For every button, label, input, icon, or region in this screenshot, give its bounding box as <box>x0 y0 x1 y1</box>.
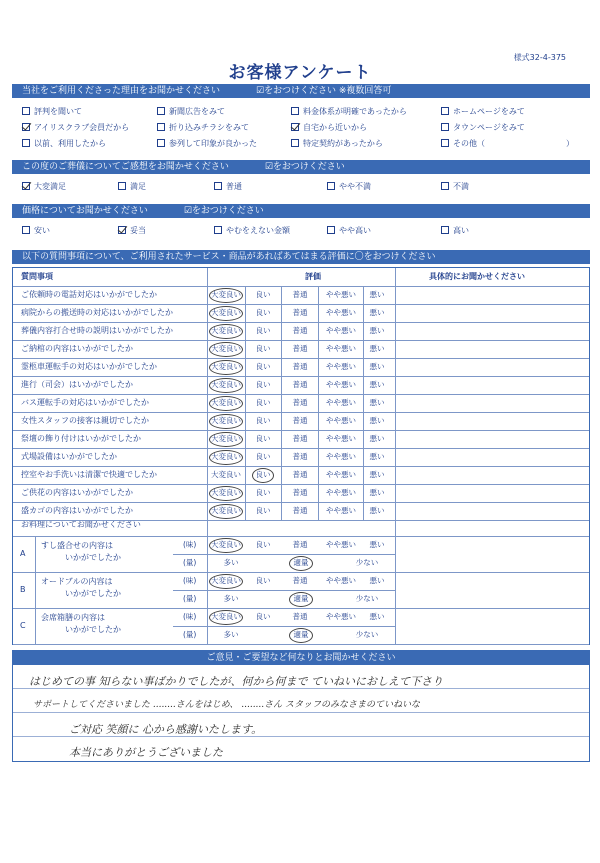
section3-header <box>12 204 590 218</box>
checkbox[interactable] <box>291 139 299 147</box>
handwritten-comment-line: 本当にありがとうございました <box>69 746 223 759</box>
selected-amount-circle <box>289 556 313 571</box>
handwritten-comment-line: サポートしてくださいました ........さんをはじめ、 ........さん スタッフのみなさまのていねいな <box>33 700 420 710</box>
amount-option[interactable]: 多い <box>223 630 239 639</box>
option-label: アイリスクラブ会員だから <box>34 123 130 132</box>
rating-option[interactable]: 大変良い <box>211 326 241 335</box>
section4-header <box>12 250 590 264</box>
rating-option[interactable]: 普通 <box>292 416 308 425</box>
taste-rating-option[interactable]: やや悪い <box>326 576 356 585</box>
rating-option[interactable]: 普通 <box>292 470 308 479</box>
rating-option[interactable]: 良い <box>255 506 271 515</box>
selected-amount-circle <box>289 592 313 607</box>
taste-rating-option[interactable]: 普通 <box>292 540 308 549</box>
checkbox[interactable] <box>22 139 30 147</box>
rating-option[interactable]: 悪い <box>369 488 385 497</box>
food-question-line1: 会席箱膳の内容は <box>41 613 105 622</box>
section1-header <box>12 84 590 98</box>
food-section-title: お料理についてお聞かせください <box>21 520 141 529</box>
option-label: 自宅から近いから <box>303 123 367 132</box>
taste-rating-option[interactable]: 良い <box>255 540 271 549</box>
option-2[interactable] <box>291 106 407 117</box>
taste-rating-option[interactable]: 良い <box>255 612 271 621</box>
rating-option[interactable]: 大変良い <box>211 452 241 461</box>
comments-box <box>12 650 590 762</box>
section4-title: 以下の質問事項について、ご利用されたサービス・商品があればあてはまる評価に〇をおつけください <box>22 252 436 262</box>
rating-option[interactable]: 良い <box>255 398 271 407</box>
rating-option[interactable]: やや悪い <box>326 344 356 353</box>
comment-rule <box>13 712 589 713</box>
checkbox[interactable] <box>441 226 449 234</box>
selected-rating-circle <box>209 396 243 411</box>
rating-option[interactable]: やや悪い <box>326 308 356 317</box>
handwritten-comment-line: ご対応 笑顔に 心から感謝いたします。 <box>69 723 263 736</box>
rating-option[interactable]: 良い <box>255 380 271 389</box>
amount-option[interactable]: 少ない <box>355 630 379 639</box>
section2-instruction: ☑をおつけください <box>264 162 345 172</box>
question-text: バス運転手の対応はいかがでしたか <box>21 398 149 407</box>
option-label: 料金体系が明確であったから <box>303 107 407 116</box>
rating-option[interactable]: 悪い <box>369 290 385 299</box>
rating-option[interactable]: 普通 <box>292 380 308 389</box>
section1-instruction: ☑をおつけください ※複数回答可 <box>256 86 392 96</box>
option-label: やむをえない金額 <box>226 226 290 235</box>
amount-option[interactable]: 適量 <box>293 594 309 603</box>
question-text: ご依頼時の電話対応はいかがでしたか <box>21 290 157 299</box>
table-row-border <box>13 520 589 521</box>
selected-taste-circle <box>209 610 243 625</box>
taste-label: (味) <box>183 540 197 549</box>
option-4[interactable] <box>441 225 469 236</box>
option-11[interactable] <box>441 138 485 149</box>
option-label: 以前、利用したから <box>34 139 106 148</box>
selected-rating-circle <box>209 486 243 501</box>
section5-title: ご意見・ご要望など何なりとお聞かせください <box>206 653 396 663</box>
column-border <box>35 608 36 644</box>
rating-option[interactable]: 良い <box>255 488 271 497</box>
option-7[interactable] <box>441 122 525 133</box>
selected-rating-circle <box>209 504 243 519</box>
rating-option[interactable]: 悪い <box>369 470 385 479</box>
checkbox[interactable] <box>441 123 449 131</box>
column-border <box>35 536 36 572</box>
selected-rating-circle <box>209 324 243 339</box>
handwritten-comment-line: はじめての事 知らない事ばかりでしたが、何から何まで ていねいにおしえて下さり <box>29 675 443 688</box>
option-label: 大変満足 <box>34 182 66 191</box>
option-label: 安い <box>34 226 50 235</box>
checkbox[interactable] <box>214 182 222 190</box>
option-2[interactable] <box>214 225 290 236</box>
food-question-line2: いかがでしたか <box>65 625 121 634</box>
rating-option[interactable]: 大変良い <box>211 506 241 515</box>
rating-option[interactable]: 良い <box>255 470 271 479</box>
option-8[interactable] <box>22 138 106 149</box>
rating-option[interactable]: やや悪い <box>326 470 356 479</box>
option-4[interactable] <box>22 122 129 133</box>
rating-option[interactable]: やや悪い <box>326 290 356 299</box>
option-1[interactable] <box>118 181 146 192</box>
question-text: ご供花の内容はいかがでしたか <box>21 488 133 497</box>
selected-taste-circle <box>209 574 243 589</box>
page-title: お客様アンケート <box>228 63 372 83</box>
checkbox[interactable] <box>327 182 335 190</box>
question-text: 霊柩車運転手の対応はいかがでしたか <box>21 362 157 371</box>
option-label: 新聞広告をみて <box>169 107 225 116</box>
taste-rating-option[interactable]: 大変良い <box>211 612 241 621</box>
rating-option[interactable]: 悪い <box>369 308 385 317</box>
amount-option[interactable]: 適量 <box>293 630 309 639</box>
option-1[interactable] <box>118 225 146 236</box>
rating-option[interactable]: 良い <box>255 290 271 299</box>
rating-option[interactable]: 大変良い <box>211 488 241 497</box>
option-label: 普通 <box>226 182 242 191</box>
food-letter: A <box>20 549 26 558</box>
question-text: 式場設備はいかがでしたか <box>21 452 117 461</box>
taste-label: (味) <box>183 612 197 621</box>
column-border <box>35 572 36 608</box>
taste-rating-option[interactable]: 大変良い <box>211 576 241 585</box>
option-6[interactable] <box>291 122 367 133</box>
rating-option[interactable]: やや悪い <box>326 362 356 371</box>
amount-option[interactable]: 多い <box>223 594 239 603</box>
option-3[interactable] <box>327 225 371 236</box>
rating-option[interactable]: 良い <box>255 362 271 371</box>
amount-label: (量) <box>183 558 197 567</box>
checkbox[interactable] <box>22 107 30 115</box>
amount-option[interactable]: 少ない <box>355 594 379 603</box>
rating-option[interactable]: 普通 <box>292 290 308 299</box>
taste-rating-option[interactable]: 良い <box>255 576 271 585</box>
option-label: 折り込みチラシをみて <box>169 123 249 132</box>
checkbox[interactable] <box>157 123 165 131</box>
food-letter: C <box>20 621 26 630</box>
checkbox[interactable] <box>441 182 449 190</box>
checkbox[interactable] <box>157 107 165 115</box>
rating-option[interactable]: 悪い <box>369 362 385 371</box>
taste-rating-option[interactable]: 悪い <box>369 612 385 621</box>
rating-option[interactable]: 良い <box>255 434 271 443</box>
evaluation-table <box>12 267 590 645</box>
rating-option[interactable]: 普通 <box>292 362 308 371</box>
rating-option[interactable]: 普通 <box>292 506 308 515</box>
rating-option[interactable]: 普通 <box>292 434 308 443</box>
rating-option[interactable]: 大変良い <box>211 308 241 317</box>
checkbox[interactable] <box>291 123 299 131</box>
section3-instruction: ☑をおつけください <box>183 206 264 216</box>
rating-option[interactable]: 大変良い <box>211 344 241 353</box>
rating-option[interactable]: 大変良い <box>211 290 241 299</box>
section3-title: 価格についてお聞かせください <box>22 206 148 216</box>
rating-option[interactable]: 悪い <box>369 452 385 461</box>
amount-option[interactable]: 少ない <box>355 558 379 567</box>
selected-rating-circle <box>209 450 243 465</box>
rating-option[interactable]: 大変良い <box>211 398 241 407</box>
option-label: やや不満 <box>339 182 371 191</box>
option-label: 評判を聞いて <box>34 107 82 116</box>
rating-option[interactable]: 大変良い <box>211 380 241 389</box>
rating-option[interactable]: やや悪い <box>326 380 356 389</box>
rating-option[interactable]: やや悪い <box>326 398 356 407</box>
rating-option[interactable]: 良い <box>255 452 271 461</box>
option-0[interactable] <box>22 225 50 236</box>
option-0[interactable] <box>22 181 66 192</box>
question-text: 盛カゴの内容はいかがでしたか <box>21 506 133 515</box>
rating-option[interactable]: 普通 <box>292 308 308 317</box>
section2-title: この度のご葬儀についてご感想をお聞かせください <box>22 162 229 172</box>
food-question-line2: いかがでしたか <box>65 589 121 598</box>
option-label: タウンページをみて <box>453 123 525 132</box>
rating-option[interactable]: 悪い <box>369 434 385 443</box>
checkbox[interactable] <box>327 226 335 234</box>
option-10[interactable] <box>291 138 383 149</box>
food-question-line1: すし盛合せの内容は <box>41 541 113 550</box>
taste-rating-option[interactable]: やや悪い <box>326 612 356 621</box>
option-label: ホームページをみて <box>453 107 525 116</box>
taste-rating-option[interactable]: 普通 <box>292 576 308 585</box>
selected-amount-circle <box>289 628 313 643</box>
taste-rating-option[interactable]: 普通 <box>292 612 308 621</box>
rating-option[interactable]: 悪い <box>369 416 385 425</box>
option-label: やや高い <box>339 226 371 235</box>
question-text: 葬儀内容打合せ時の説明はいかがでしたか <box>21 326 173 335</box>
selected-rating-circle <box>209 306 243 321</box>
amount-label: (量) <box>183 630 197 639</box>
option-label: 参列して印象が良かった <box>169 139 257 148</box>
selected-rating-circle <box>209 342 243 357</box>
amount-label: (量) <box>183 594 197 603</box>
selected-rating-circle <box>209 288 243 303</box>
option-label: その他（ <box>453 139 485 148</box>
section2-header <box>12 160 590 174</box>
col-details-header: 具体的にお聞かせください <box>429 272 525 281</box>
rating-option[interactable]: 良い <box>255 308 271 317</box>
food-question-line2: いかがでしたか <box>65 553 121 562</box>
rating-option[interactable]: 普通 <box>292 488 308 497</box>
taste-rating-option[interactable]: 悪い <box>369 540 385 549</box>
rating-option[interactable]: やや悪い <box>326 506 356 515</box>
question-text: 病院からの搬送時の対応はいかがでしたか <box>21 308 173 317</box>
rating-option[interactable]: 大変良い <box>211 470 241 479</box>
checkbox[interactable] <box>157 139 165 147</box>
checkbox[interactable] <box>118 226 126 234</box>
question-text: 進行（司会）はいかがでしたか <box>21 380 133 389</box>
option-4[interactable] <box>441 181 469 192</box>
rating-option[interactable]: 悪い <box>369 398 385 407</box>
rating-option[interactable]: 普通 <box>292 326 308 335</box>
taste-rating-option[interactable]: 大変良い <box>211 540 241 549</box>
rating-option[interactable]: 悪い <box>369 506 385 515</box>
selected-taste-circle <box>209 538 243 553</box>
other-close-paren: ） <box>566 139 574 148</box>
section5-header <box>13 651 589 665</box>
selected-rating-circle <box>209 414 243 429</box>
rating-option[interactable]: 悪い <box>369 344 385 353</box>
rating-option[interactable]: やや悪い <box>326 434 356 443</box>
question-text: 女性スタッフの接客は親切でしたか <box>21 416 149 425</box>
checkbox[interactable] <box>214 226 222 234</box>
rating-option[interactable]: 悪い <box>369 326 385 335</box>
option-9[interactable] <box>157 138 257 149</box>
rating-option[interactable]: やや悪い <box>326 452 356 461</box>
food-letter: B <box>20 585 26 594</box>
option-label: 高い <box>453 226 469 235</box>
rating-option[interactable]: 大変良い <box>211 416 241 425</box>
rating-option[interactable]: 良い <box>255 344 271 353</box>
option-2[interactable] <box>214 181 242 192</box>
rating-option[interactable]: 大変良い <box>211 434 241 443</box>
checkbox[interactable] <box>118 182 126 190</box>
rating-option[interactable]: やや悪い <box>326 326 356 335</box>
food-question-line1: オードブルの内容は <box>41 577 113 586</box>
option-5[interactable] <box>157 122 249 133</box>
section1-title: 当社をご利用くださった理由をお聞かせください <box>22 86 221 96</box>
option-label: 満足 <box>130 182 146 191</box>
checkbox[interactable] <box>22 226 30 234</box>
option-3[interactable] <box>327 181 371 192</box>
selected-rating-circle <box>209 432 243 447</box>
form-number: 様式32-4-375 <box>513 53 566 62</box>
selected-rating-circle <box>252 468 274 483</box>
checkbox[interactable] <box>291 107 299 115</box>
option-label: 妥当 <box>130 226 146 235</box>
question-text: ご納棺の内容はいかがでしたか <box>21 344 133 353</box>
taste-label: (味) <box>183 576 197 585</box>
checkbox[interactable] <box>22 182 30 190</box>
taste-rating-option[interactable]: やや悪い <box>326 540 356 549</box>
checkbox[interactable] <box>441 139 449 147</box>
rating-option[interactable]: 大変良い <box>211 362 241 371</box>
amount-option[interactable]: 多い <box>223 558 239 567</box>
rating-option[interactable]: 普通 <box>292 398 308 407</box>
option-label: 不満 <box>453 182 469 191</box>
rating-option[interactable]: やや悪い <box>326 416 356 425</box>
checkbox[interactable] <box>22 123 30 131</box>
option-label: 特定契約があったから <box>303 139 383 148</box>
rating-option[interactable]: 普通 <box>292 344 308 353</box>
col-rating-header: 評価 <box>305 272 321 281</box>
checkbox[interactable] <box>441 107 449 115</box>
selected-rating-circle <box>209 378 243 393</box>
rating-option[interactable]: 悪い <box>369 380 385 389</box>
rating-option[interactable]: 普通 <box>292 452 308 461</box>
question-text: 祭壇の飾り付けはいかがでしたか <box>21 434 141 443</box>
option-1[interactable] <box>157 106 225 117</box>
taste-rating-option[interactable]: 悪い <box>369 576 385 585</box>
table-row-border <box>13 644 589 645</box>
question-text: 控室やお手洗いは清潔で快適でしたか <box>21 470 157 479</box>
col-question-header: 質問事項 <box>21 272 53 281</box>
rating-option[interactable]: 良い <box>255 326 271 335</box>
amount-option[interactable]: 適量 <box>293 558 309 567</box>
selected-rating-circle <box>209 360 243 375</box>
option-0[interactable] <box>22 106 82 117</box>
rating-option[interactable]: やや悪い <box>326 488 356 497</box>
rating-option[interactable]: 良い <box>255 416 271 425</box>
option-3[interactable] <box>441 106 525 117</box>
